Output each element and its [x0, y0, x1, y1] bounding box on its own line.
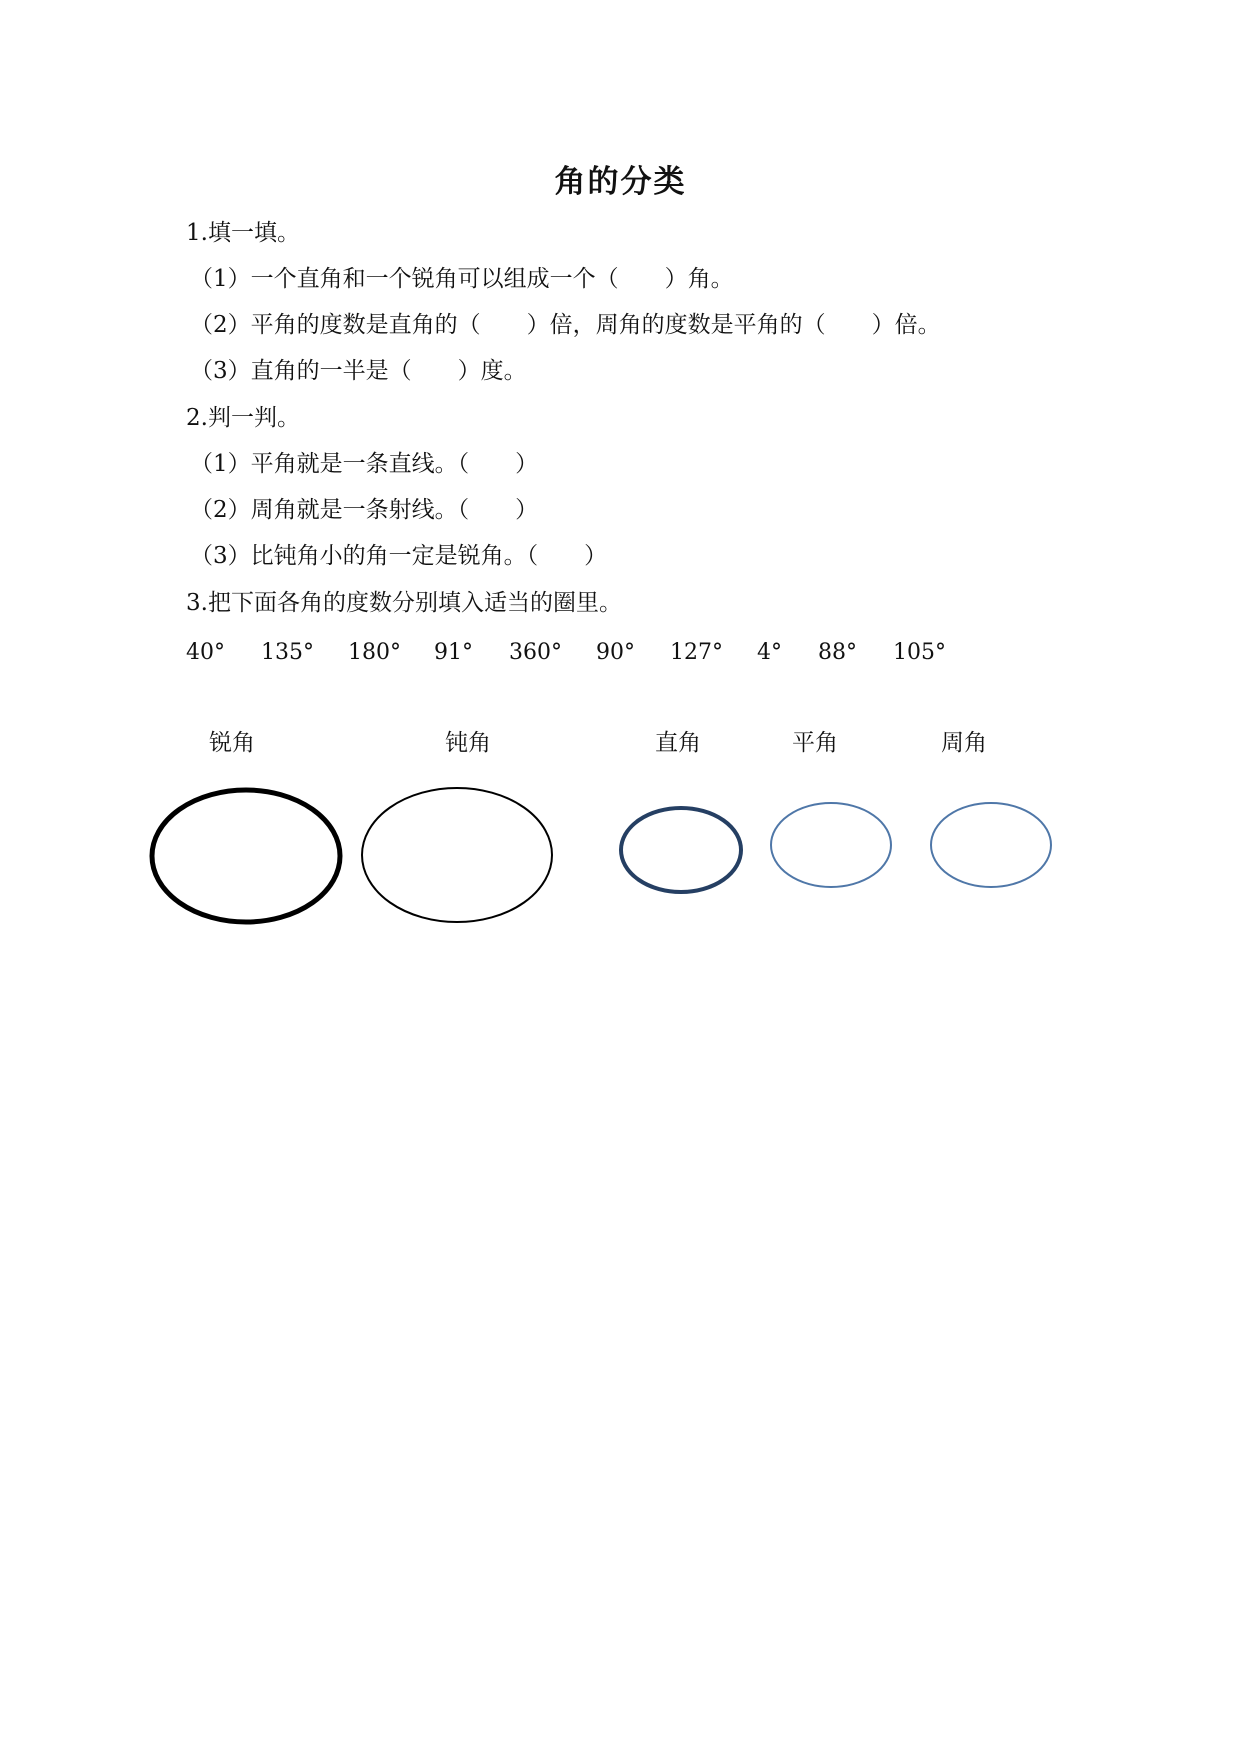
category-label-full: 周角 [941, 730, 987, 756]
q2-item-3: （3）比钝角小的角一定是锐角。（ ） [190, 543, 608, 569]
degree-value: 180° [348, 640, 401, 665]
degree-value: 135° [261, 640, 314, 665]
full-answer-circle[interactable] [931, 803, 1051, 887]
category-label-straight: 平角 [792, 730, 838, 756]
q2-heading: 2.判一判。 [186, 405, 300, 431]
degree-value: 90° [596, 640, 635, 665]
degree-value: 4° [757, 640, 782, 665]
degree-value: 127° [670, 640, 723, 665]
degree-value: 91° [434, 640, 473, 665]
category-label-right: 直角 [655, 730, 701, 756]
acute-answer-circle[interactable] [152, 790, 340, 922]
q1-heading: 1.填一填。 [186, 220, 300, 246]
degree-value: 105° [893, 640, 946, 665]
q3-heading: 3.把下面各角的度数分别填入适当的圈里。 [186, 590, 622, 616]
page-title: 角的分类 [554, 164, 687, 200]
straight-answer-circle[interactable] [771, 803, 891, 887]
q2-item-2: （2）周角就是一条射线。（ ） [190, 497, 539, 523]
q2-item-1: （1）平角就是一条直线。（ ） [190, 451, 539, 477]
category-label-acute: 锐角 [209, 730, 255, 756]
q1-item-2: （2）平角的度数是直角的（ ）倍，周角的度数是平角的（ ）倍。 [190, 312, 941, 338]
right-answer-circle[interactable] [621, 808, 741, 892]
degree-value: 40° [186, 640, 225, 665]
q1-item-3: （3）直角的一半是（ ）度。 [190, 358, 527, 384]
category-label-obtuse: 钝角 [445, 730, 491, 756]
q1-item-1: （1）一个直角和一个锐角可以组成一个（ ）角。 [190, 266, 734, 292]
degree-value: 360° [509, 640, 562, 665]
obtuse-answer-circle[interactable] [362, 788, 552, 922]
degree-value: 88° [818, 640, 857, 665]
